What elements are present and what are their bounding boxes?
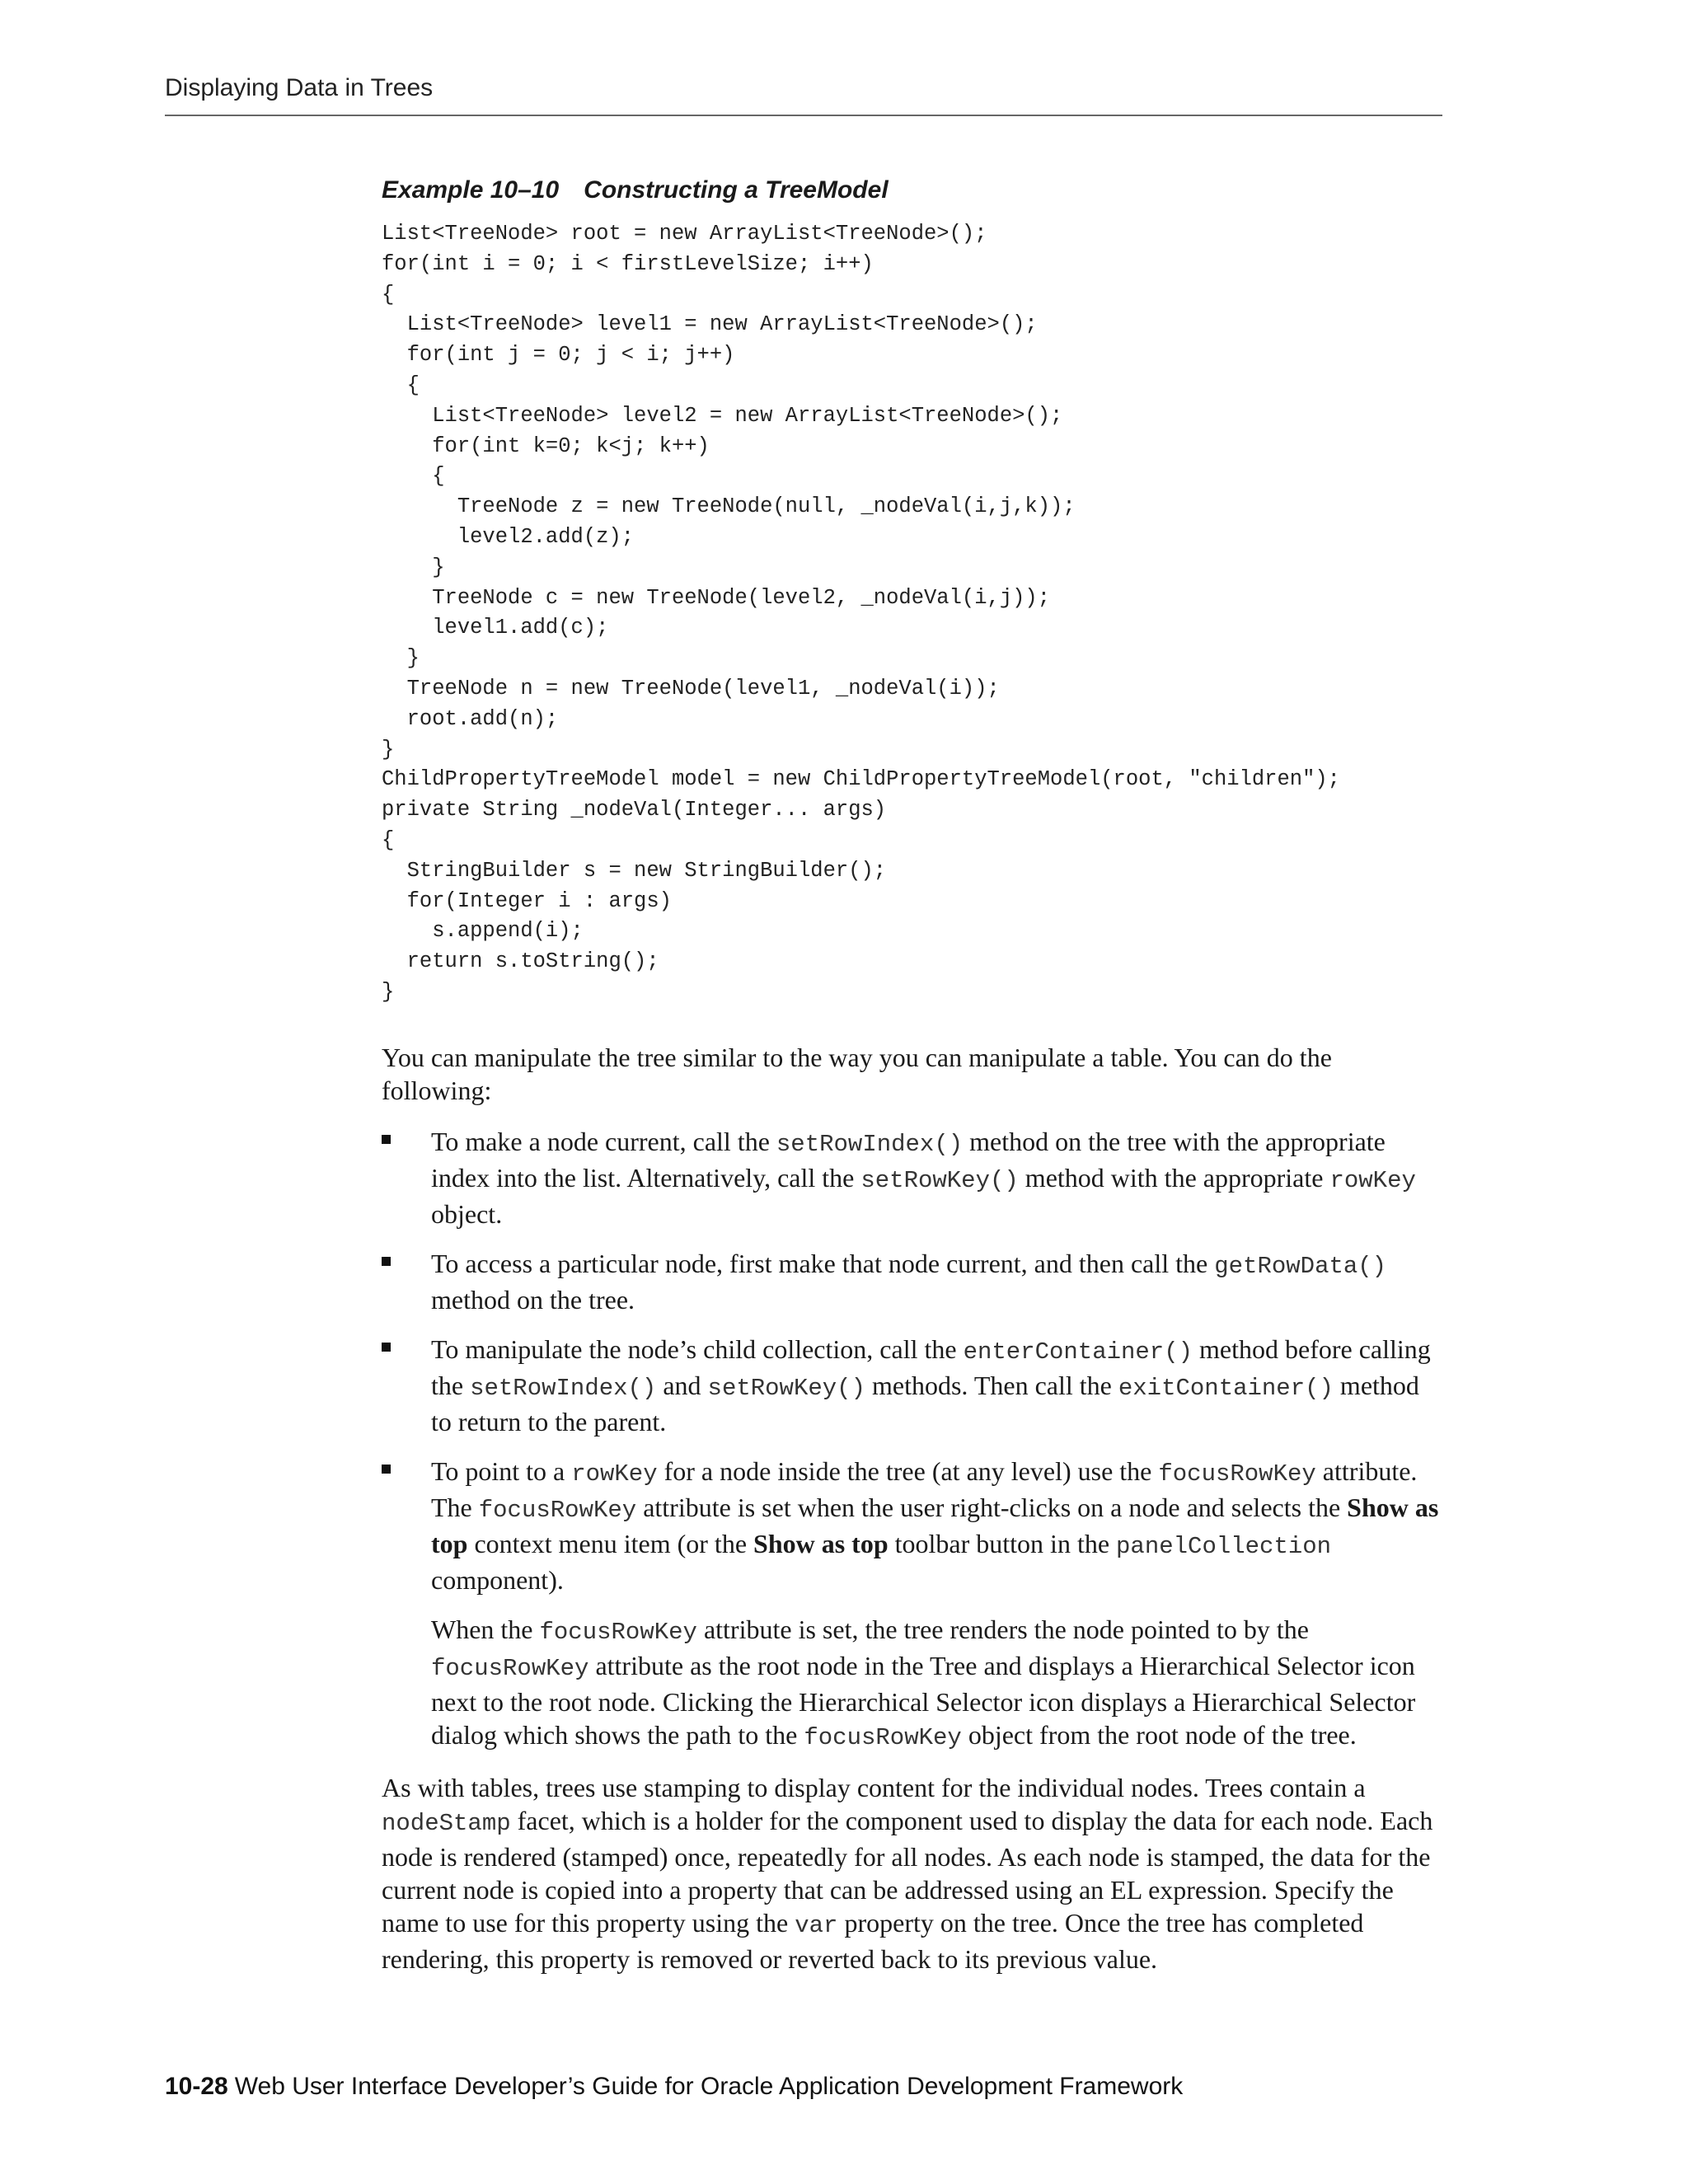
text-run: toolbar button in the xyxy=(888,1528,1117,1558)
code-line: for(int j = 0; j < i; j++) xyxy=(382,343,735,368)
square-bullet-icon xyxy=(382,1343,391,1352)
page-footer xyxy=(165,2073,1183,2101)
inline-code: focusRowKey xyxy=(478,1496,637,1524)
text-run: To point to a xyxy=(431,1455,572,1486)
code-line: TreeNode n = new TreeNode(level1, _nodeVal(i)); xyxy=(382,676,1000,701)
text-run: property on the tree. Once the tree has completed rendering, this property is removed or reverted back to its previous value. xyxy=(382,1907,1364,1974)
code-line: for(int i = 0; i < firstLevelSize; i++) xyxy=(382,251,874,276)
inline-code: var xyxy=(795,1911,838,1939)
text-run: method to return to the parent. xyxy=(431,1370,1419,1436)
page-body xyxy=(382,173,1445,1975)
code-line: { xyxy=(382,464,445,489)
text-run: attribute is set, the tree renders the node pointed to by the xyxy=(696,1614,1309,1644)
code-line: List<TreeNode> level1 = new ArrayList<TreeNode>(); xyxy=(382,312,1038,337)
text-run: attribute is set when the user right-clicks on a node and selects the xyxy=(636,1492,1348,1522)
text-run: methods. Then call the xyxy=(865,1370,1118,1400)
code-line: } xyxy=(382,737,395,762)
inline-code: exitContainer() xyxy=(1118,1374,1334,1402)
code-line: level1.add(c); xyxy=(382,616,609,640)
inline-code: focusRowKey xyxy=(431,1654,589,1682)
code-line: List<TreeNode> root = new ArrayList<TreeNode>(); xyxy=(382,222,987,246)
inline-code: enterContainer() xyxy=(963,1338,1193,1366)
code-line: s.append(i); xyxy=(382,919,584,944)
inline-code: focusRowKey xyxy=(539,1618,697,1646)
code-line: { xyxy=(382,373,420,397)
text-run: facet, which is a holder for the component used to display the data for each node. Each node is rendered (stamped) once, repeatedly for all nodes. As each node is stamped, the data for the current node is copied into a property that can be addressed using an EL expression. Specify the name to use for this property using the xyxy=(382,1805,1433,1938)
text-run: context menu item (or the xyxy=(467,1528,754,1558)
text-run: To access a particular node, first make that node current, and then call the xyxy=(431,1248,1215,1278)
inline-code: nodeStamp xyxy=(382,1809,511,1837)
code-line: List<TreeNode> level2 = new ArrayList<TreeNode>(); xyxy=(382,403,1063,428)
intro-paragraph: You can manipulate the tree similar to the way you can manipulate a table. You can do the following: xyxy=(382,1042,1332,1105)
inline-code: panelCollection xyxy=(1116,1532,1332,1560)
text-run: for a node inside the tree (at any level) use the xyxy=(657,1455,1159,1486)
text-run: To manipulate the node’s child collection, call the xyxy=(431,1333,964,1364)
bullet-list xyxy=(382,1125,1445,1596)
text-run: object. xyxy=(431,1198,503,1229)
text-run: To make a node current, call the xyxy=(431,1126,776,1156)
text-run: method on the tree with the appropriate index into the list. Alternatively, call the xyxy=(431,1126,1386,1193)
code-line: root.add(n); xyxy=(382,706,559,731)
bullet-item xyxy=(382,1247,1445,1316)
code-line: return s.toString(); xyxy=(382,949,659,974)
example-number: Example 10–10 xyxy=(382,176,560,204)
code-line: for(Integer i : args) xyxy=(382,888,672,913)
code-line: } xyxy=(382,646,420,671)
code-line: ChildPropertyTreeModel model = new ChildPropertyTreeModel(root, "children"); xyxy=(382,767,1340,792)
text-run: attribute. The xyxy=(431,1455,1418,1522)
text-run: When the xyxy=(431,1614,540,1644)
inline-code: focusRowKey xyxy=(1158,1460,1316,1488)
inline-code: rowKey xyxy=(1329,1166,1416,1194)
bold-text: Show as top xyxy=(753,1528,889,1558)
code-line: TreeNode z = new TreeNode(null, _nodeVal(i,j,k)); xyxy=(382,494,1076,519)
bullet-item xyxy=(382,1455,1445,1596)
code-line: StringBuilder s = new StringBuilder(); xyxy=(382,858,887,883)
bullet-item xyxy=(382,1333,1445,1438)
example-title: Constructing a TreeModel xyxy=(584,176,889,204)
stamping-paragraph xyxy=(382,1771,1445,1975)
inline-code: setRowIndex() xyxy=(776,1130,964,1158)
code-example xyxy=(382,219,1445,1008)
running-header-title: Displaying Data in Trees xyxy=(165,74,434,101)
text-run: component). xyxy=(431,1564,564,1595)
square-bullet-icon xyxy=(382,1135,391,1144)
inline-code: focusRowKey xyxy=(804,1723,962,1751)
inline-code: getRowData() xyxy=(1214,1252,1387,1280)
square-bullet-icon xyxy=(382,1465,391,1474)
focus-rowkey-paragraph xyxy=(382,1613,1445,1755)
text-run: object from the root node of the tree. xyxy=(961,1719,1357,1750)
code-line: { xyxy=(382,827,395,852)
code-line: level2.add(z); xyxy=(382,524,635,549)
text-run: method with the appropriate xyxy=(1018,1162,1330,1193)
code-line: } xyxy=(382,555,445,579)
code-line: private String _nodeVal(Integer... args) xyxy=(382,798,887,823)
page-number: 10-28 xyxy=(165,2073,228,2100)
text-run: and xyxy=(656,1370,708,1400)
code-line: } xyxy=(382,979,395,1004)
text-run: method on the tree. xyxy=(431,1284,635,1315)
text-run: attribute as the root node in the Tree and displays a Hierarchical Selector icon next to the root node. Clicking the Hierarchical Selector icon displays a Hierarchical Selector dialog which shows the path to the xyxy=(431,1650,1416,1750)
inline-code: setRowIndex() xyxy=(470,1374,657,1402)
bold-text: Show as top xyxy=(431,1492,1439,1558)
inline-code: setRowKey() xyxy=(860,1166,1019,1194)
square-bullet-icon xyxy=(382,1257,391,1266)
bullet-item xyxy=(382,1125,1445,1230)
text-run: As with tables, trees use stamping to display content for the individual nodes. Trees contain a xyxy=(382,1772,1366,1802)
code-line: TreeNode c = new TreeNode(level2, _nodeVal(i,j)); xyxy=(382,585,1051,610)
inline-code: setRowKey() xyxy=(707,1374,865,1402)
example-caption xyxy=(382,173,1445,208)
book-title: Web User Interface Developer’s Guide for Oracle Application Development Framework xyxy=(234,2073,1184,2100)
header-divider xyxy=(165,115,1442,116)
text-run: method before calling the xyxy=(431,1333,1431,1400)
code-line: for(int k=0; k<j; k++) xyxy=(382,434,710,458)
inline-code: rowKey xyxy=(571,1460,658,1488)
code-line: { xyxy=(382,282,395,307)
